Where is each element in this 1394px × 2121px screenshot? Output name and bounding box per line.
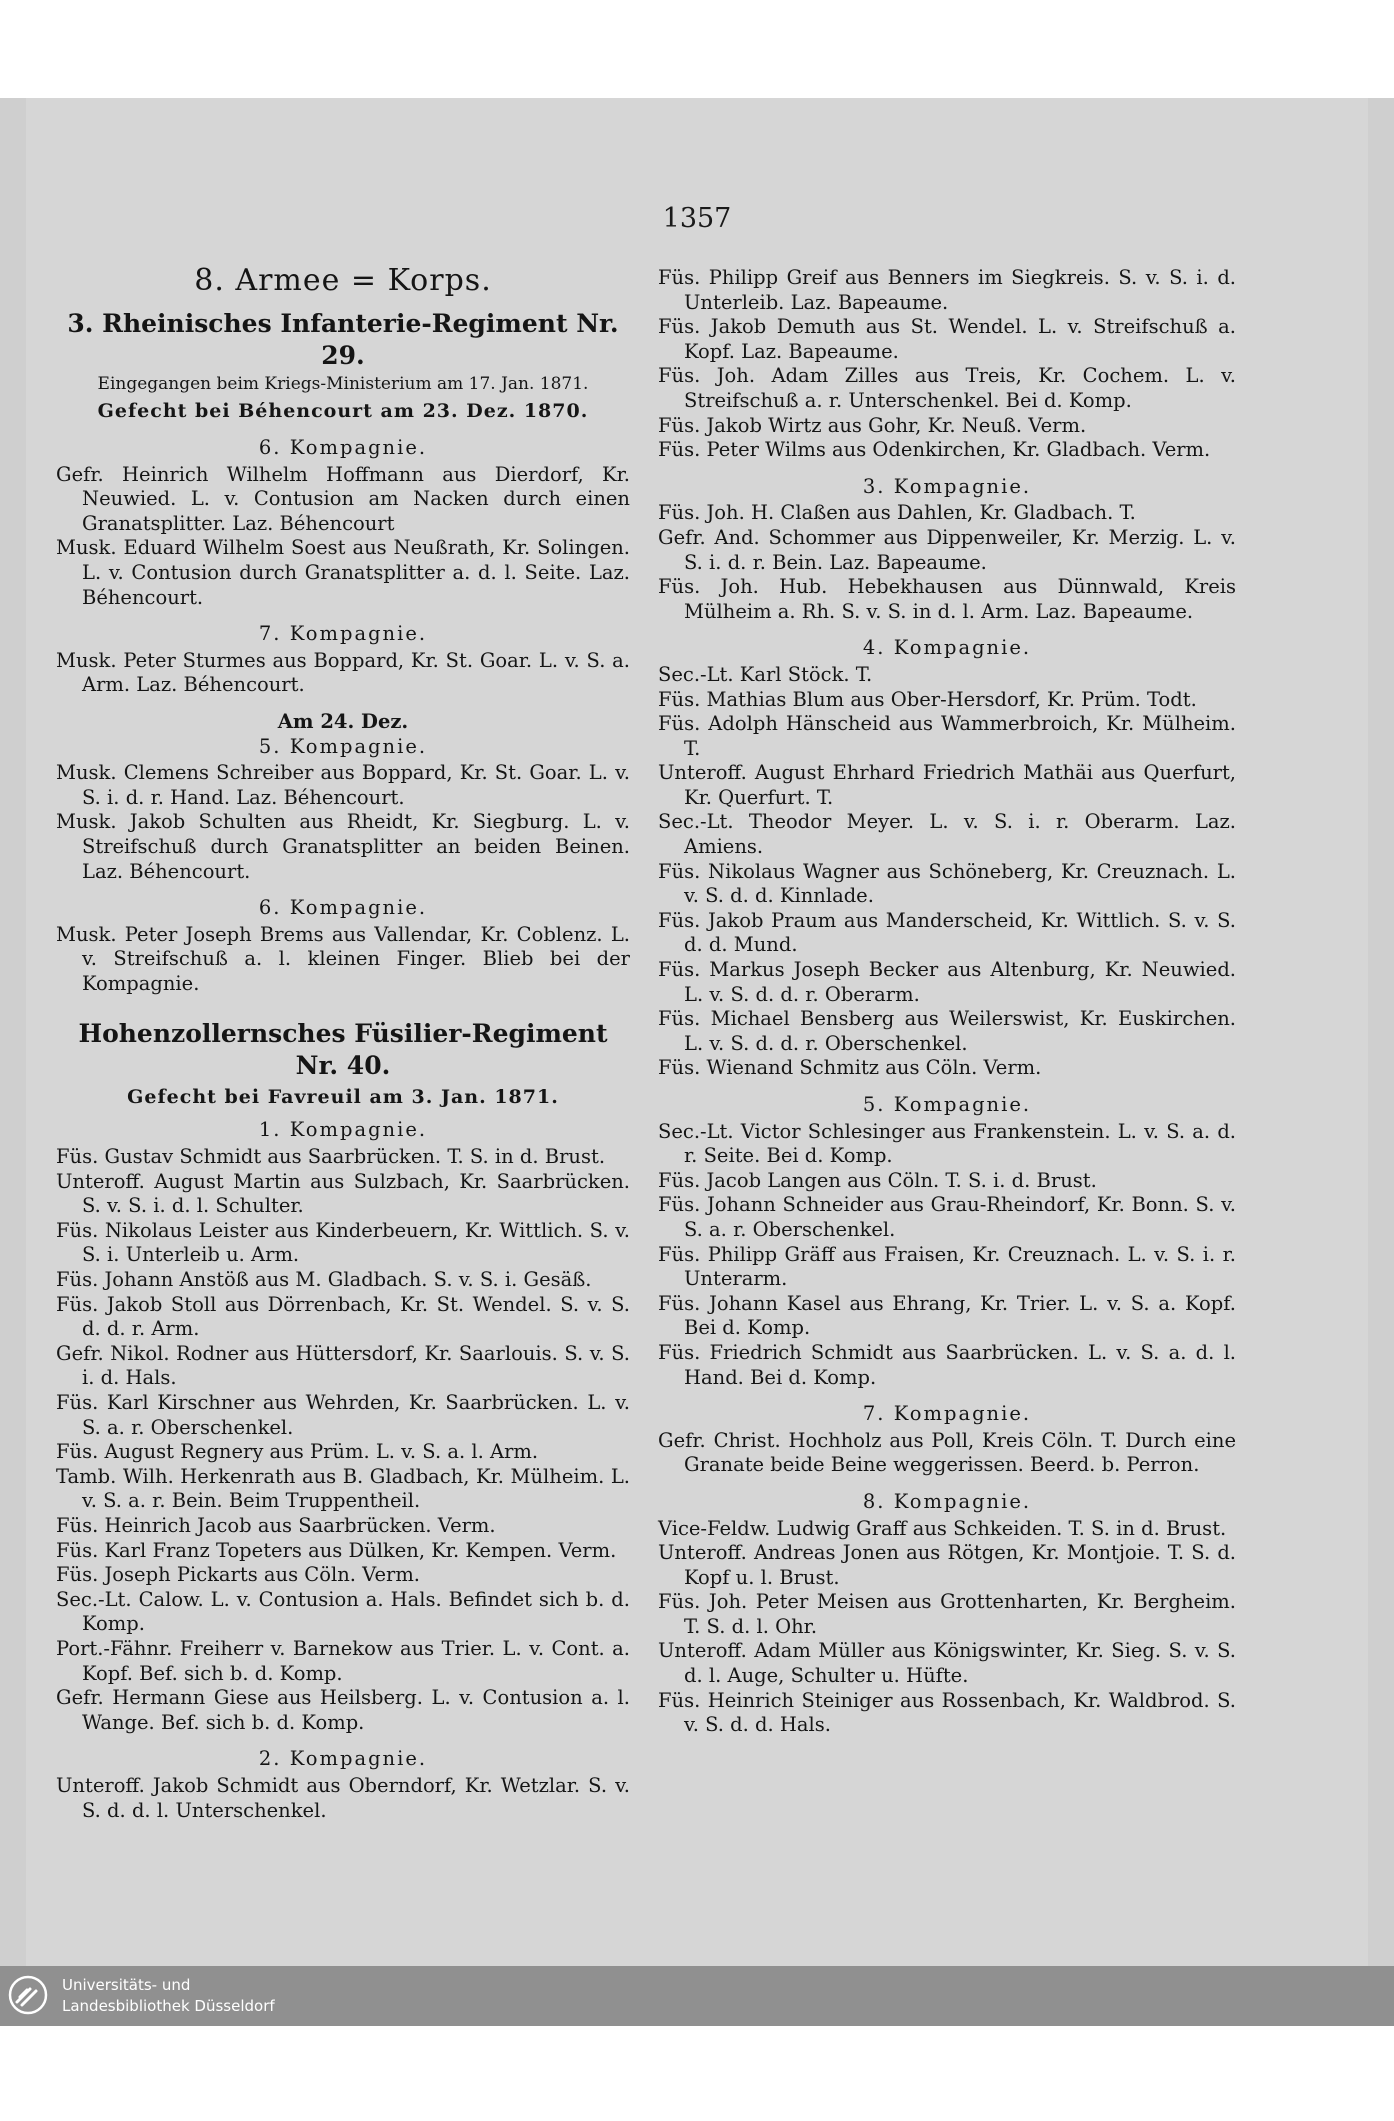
casualty-entry: Füs. Heinrich Jacob aus Saarbrücken. Verm. (56, 1513, 496, 1537)
casualty-entry: Musk. Eduard Wilhelm Soest aus Neußrath, Kr. Solingen. L. v. Contusion durch Granatsplitter a. d. l. Seite. Laz. Béhencourt. (56, 536, 630, 609)
date-heading: Am 24. Dez. (277, 709, 409, 733)
company-heading: 7. Kompagnie. (258, 622, 428, 646)
casualty-entry: Unteroff. Jakob Schmidt aus Oberndorf, Kr. Wetzlar. S. v. S. d. d. l. Unterschenkel. (56, 1773, 630, 1822)
casualty-entry: Füs. Johann Schneider aus Grau-Rheindorf, Kr. Bonn. S. v. S. a. r. Oberschenkel. (658, 1193, 1236, 1241)
casualty-entry: Füs. Jacob Langen aus Cöln. T. S. i. d. Brust. (658, 1168, 1097, 1192)
company-heading: 6. Kompagnie. (258, 896, 428, 920)
casualty-entry: Gefr. Christ. Hochholz aus Poll, Kreis Cöln. T. Durch eine Granate beide Beine weggerissen. Beerd. b. Perron. (658, 1428, 1236, 1477)
company-heading: 6. Kompagnie. (258, 436, 428, 459)
company-heading: 1. Kompagnie. (258, 1118, 428, 1142)
casualty-entry: Unteroff. Adam Müller aus Königswinter, Kr. Sieg. S. v. S. d. l. Auge, Schulter u. Hüfte. (658, 1639, 1236, 1688)
casualty-entry: Füs. Mathias Blum aus Ober-Hersdorf, Kr. Prüm. Todt. (658, 687, 1197, 711)
company-heading: 2. Kompagnie. (258, 1747, 428, 1771)
casualty-entry: Füs. Joh. Hub. Hebekhausen aus Dünnwald, Kreis Mülheim a. Rh. S. v. S. in d. l. Arm. Laz. Bapeaume. (658, 575, 1236, 623)
left-column (56, 262, 630, 1823)
casualty-entry: Sec.-Lt. Calow. L. v. Contusion a. Hals. Befindet sich b. d. Komp. (56, 1587, 630, 1636)
casualty-entry: Musk. Peter Joseph Brems aus Vallendar, Kr. Coblenz. L. v. Streifschuß a. l. kleinen Finger. Blieb bei der Kompagnie. (56, 922, 630, 995)
casualty-entry: Füs. Joseph Pickarts aus Cöln. Verm. (56, 1563, 421, 1587)
casualty-entry: Füs. Joh. Peter Meisen aus Grottenharten, Kr. Bergheim. T. S. d. l. Ohr. (658, 1590, 1236, 1638)
casualty-entry: Füs. Johann Anstöß aus M. Gladbach. S. v. S. i. Gesäß. (56, 1268, 592, 1292)
casualty-entry: Gefr. Nikol. Rodner aus Hüttersdorf, Kr. Saarlouis. S. v. S. i. d. Hals. (56, 1341, 630, 1390)
casualty-entry: Sec.-Lt. Theodor Meyer. L. v. S. i. r. Oberarm. Laz. Amiens. (658, 810, 1236, 859)
casualty-entry: Sec.-Lt. Karl Stöck. T. (658, 662, 873, 686)
regiment-40-heading: Hohenzollernsches Füsilier-Regiment Nr. 40. (78, 1019, 608, 1081)
casualty-entry: Gefr. Hermann Giese aus Heilsberg. L. v. Contusion a. l. Wange. Bef. sich b. d. Komp. (56, 1686, 630, 1734)
casualty-entry: Füs. Michael Bensberg aus Weilerswist, Kr. Euskirchen. L. v. S. d. d. r. Oberschenkel. (658, 1007, 1236, 1055)
casualty-entry: Gefr. Heinrich Wilhelm Hoffmann aus Dierdorf, Kr. Neuwied. L. v. Contusion am Nacken durch einen Granatsplitter. Laz. Béhencourt (56, 462, 630, 535)
received-note: Eingegangen beim Kriegs-Ministerium am 17. Jan. 1871. (97, 374, 589, 394)
casualty-entry: Füs. Jakob Wirtz aus Gohr, Kr. Neuß. Verm. (658, 413, 1087, 437)
army-corps-heading: 8. Armee = Korps. (194, 263, 492, 298)
casualty-entry: Füs. Joh. H. Claßen aus Dahlen, Kr. Gladbach. T. (658, 501, 1136, 525)
casualty-entry: Füs. Philipp Gräff aus Fraisen, Kr. Creuznach. L. v. S. i. r. Unterarm. (658, 1242, 1236, 1291)
casualty-entry: Füs. Johann Kasel aus Ehrang, Kr. Trier. L. v. S. a. Kopf. Bei d. Komp. (658, 1291, 1236, 1340)
library-name (62, 1975, 275, 2017)
casualty-entry: Tamb. Wilh. Herkenrath aus B. Gladbach, Kr. Mülheim. L. v. S. a. r. Bein. Beim Truppentheil. (56, 1464, 630, 1513)
casualty-entry: Füs. Jakob Demuth aus St. Wendel. L. v. Streifschuß a. Kopf. Laz. Bapeaume. (658, 315, 1236, 363)
company-heading: 5. Kompagnie. (862, 1093, 1032, 1116)
casualty-entry: Füs. Jakob Praum aus Manderscheid, Kr. Wittlich. S. v. S. d. d. Mund. (658, 908, 1236, 957)
casualty-entry: Füs. Wienand Schmitz aus Cöln. Verm. (658, 1056, 1042, 1080)
casualty-entry: Füs. Joh. Adam Zilles aus Treis, Kr. Cochem. L. v. Streifschuß a. r. Unterschenkel. Bei d. Komp. (658, 364, 1236, 412)
casualty-entry: Füs. Nikolaus Leister aus Kinderbeuern, Kr. Wittlich. S. v. S. i. Unterleib u. Arm. (56, 1218, 630, 1267)
casualty-entry: Füs. Jakob Stoll aus Dörrenbach, Kr. St. Wendel. S. v. S. d. d. r. Arm. (56, 1292, 630, 1341)
library-logo-icon (8, 1975, 48, 2015)
company-heading: 8. Kompagnie. (862, 1489, 1032, 1513)
casualty-entry: Unteroff. August Martin aus Sulzbach, Kr. Saarbrücken. S. v. S. i. d. l. Schulter. (56, 1169, 630, 1218)
casualty-entry: Musk. Clemens Schreiber aus Boppard, Kr. St. Goar. L. v. S. i. d. r. Hand. Laz. Béhencourt. (56, 761, 630, 809)
regiment-29-heading: 3. Rheinisches Infanterie-Regiment Nr. 29. (67, 309, 619, 370)
company-heading: 5. Kompagnie. (258, 734, 428, 758)
casualty-entry: Füs. Markus Joseph Becker aus Altenburg, Kr. Neuwied. L. v. S. d. d. r. Oberarm. (658, 958, 1236, 1006)
casualty-entry: Füs. Philipp Greif aus Benners im Siegkreis. S. v. S. i. d. Unterleib. Laz. Bapeaume. (658, 266, 1236, 314)
battle-heading: Gefecht bei Béhencourt am 23. Dez. 1870. (97, 400, 589, 422)
casualty-entry: Füs. Adolph Hänscheid aus Wammerbroich, Kr. Mülheim. T. (658, 712, 1236, 760)
library-name-line1: Universitäts- und (62, 1976, 191, 1994)
library-footer (0, 1966, 1394, 2026)
company-heading: 4. Kompagnie. (862, 636, 1032, 660)
casualty-entry: Vice-Feldw. Ludwig Graff aus Schkeiden. T. S. in d. Brust. (658, 1516, 1227, 1540)
casualty-entry: Unteroff. August Ehrhard Friedrich Mathäi aus Querfurt, Kr. Querfurt. T. (658, 761, 1236, 809)
company-heading: 3. Kompagnie. (862, 474, 1032, 498)
casualty-entry: Unteroff. Andreas Jonen aus Rötgen, Kr. Montjoie. T. S. d. Kopf u. l. Brust. (658, 1541, 1236, 1589)
casualty-entry: Gefr. And. Schommer aus Dippenweiler, Kr. Merzig. L. v. S. i. d. r. Bein. Laz. Bapeaume. (658, 525, 1236, 574)
library-name-line2: Landesbibliothek Düsseldorf (62, 1997, 275, 2015)
casualty-entry: Füs. Friedrich Schmidt aus Saarbrücken. L. v. S. a. d. l. Hand. Bei d. Komp. (658, 1340, 1236, 1389)
casualty-entry: Füs. Nikolaus Wagner aus Schöneberg, Kr. Creuznach. L. v. S. d. d. Kinnlade. (658, 859, 1236, 908)
casualty-entry: Füs. Peter Wilms aus Odenkirchen, Kr. Gladbach. Verm. (658, 438, 1211, 462)
casualty-entry: Füs. Gustav Schmidt aus Saarbrücken. T. S. in d. Brust. (56, 1145, 606, 1169)
casualty-entry: Musk. Peter Sturmes aus Boppard, Kr. St. Goar. L. v. S. a. Arm. Laz. Béhencourt. (56, 648, 630, 697)
casualty-entry: Musk. Jakob Schulten aus Rheidt, Kr. Siegburg. L. v. Streifschuß durch Granatsplitter an beiden Beinen. Laz. Béhencourt. (56, 810, 630, 883)
right-column (658, 266, 1236, 1738)
casualty-entry: Sec.-Lt. Victor Schlesinger aus Frankenstein. L. v. S. a. d. r. Seite. Bei d. Komp. (658, 1119, 1236, 1168)
casualty-entry: Füs. Heinrich Steiniger aus Rossenbach, Kr. Waldbrod. S. v. S. d. d. Hals. (658, 1688, 1236, 1737)
casualty-entry: Füs. Karl Franz Topeters aus Dülken, Kr. Kempen. Verm. (56, 1538, 617, 1562)
company-heading: 7. Kompagnie. (862, 1402, 1032, 1426)
casualty-entry: Füs. August Regnery aus Prüm. L. v. S. a. l. Arm. (56, 1440, 539, 1464)
casualty-entry: Port.-Fähnr. Freiherr v. Barnekow aus Trier. L. v. Cont. a. Kopf. Bef. sich b. d. Komp. (56, 1636, 630, 1685)
casualty-entry: Füs. Karl Kirschner aus Wehrden, Kr. Saarbrücken. L. v. S. a. r. Oberschenkel. (56, 1391, 630, 1439)
page-number: 1357 (662, 203, 732, 234)
battle-heading: Gefecht bei Favreuil am 3. Jan. 1871. (127, 1086, 559, 1109)
